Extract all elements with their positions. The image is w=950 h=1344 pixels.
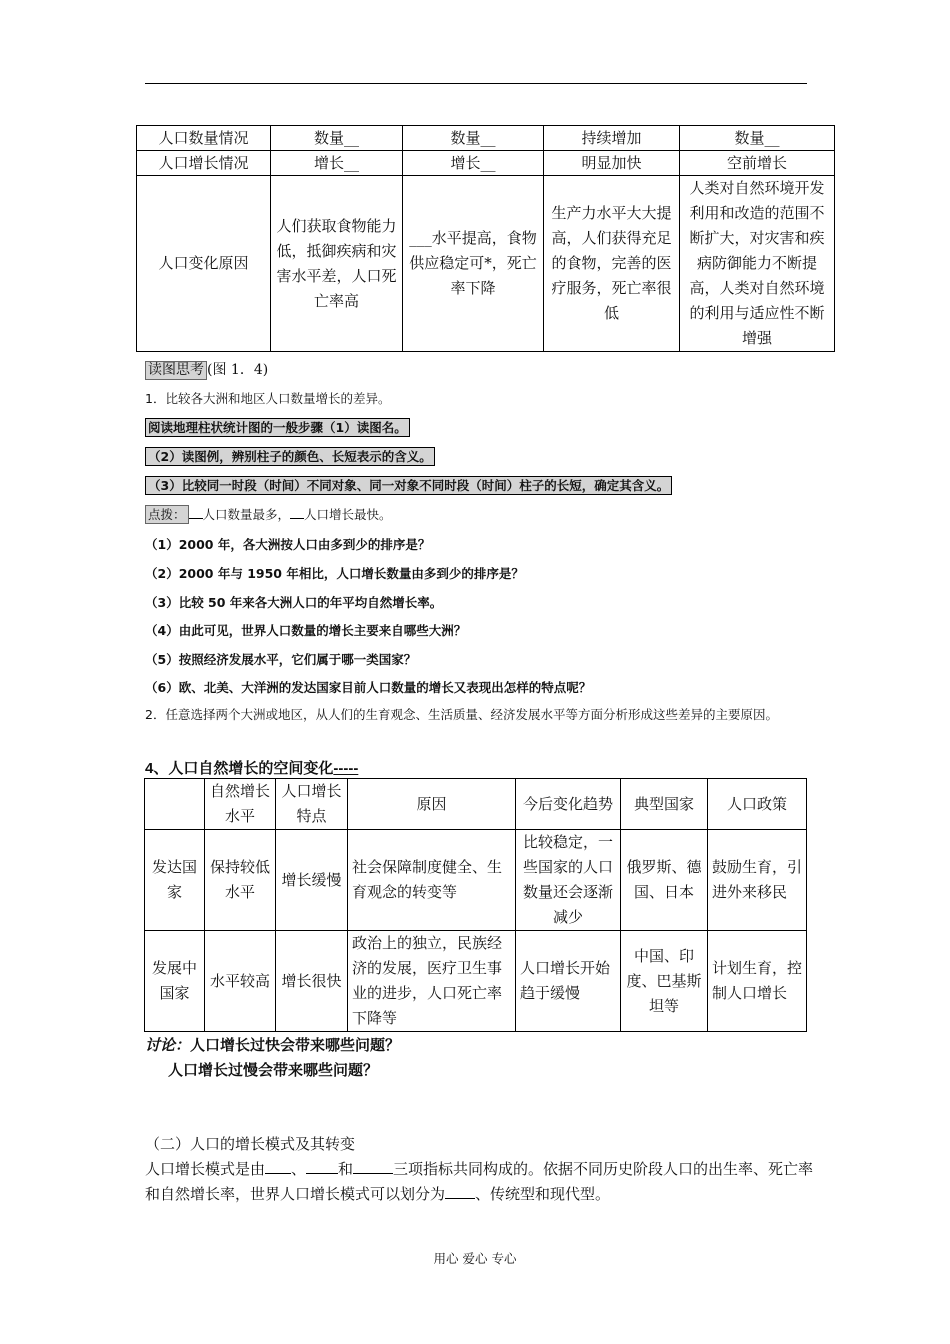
table-cell: 人们获取食物能力低，抵御疾病和灾害水平差，人口死亡率高 [271, 176, 403, 352]
header-rule [145, 83, 807, 84]
table-header: 自然增长水平 [205, 779, 276, 830]
table-row [137, 126, 835, 151]
table-row [145, 931, 807, 1032]
fill-blank [290, 506, 304, 519]
table-cell: 人类对自然环境开发利用和改造的范围不断扩大，对灾害和疾病防御能力不断提高，人类对自然环境的利用与适应性不断增强 [680, 176, 835, 352]
read-think-label: 读图思考 [145, 361, 207, 380]
table-cell: 计划生育，控制人口增长 [708, 931, 807, 1032]
table-cell: 数量__ [680, 126, 835, 151]
tip-line [145, 505, 392, 524]
table-row [137, 176, 835, 352]
step-line [145, 447, 435, 466]
table-cell [403, 176, 544, 352]
table-row [145, 830, 807, 931]
fill-blank: ___ [409, 229, 432, 247]
paragraph-text: 人口增长模式是由 [145, 1160, 266, 1178]
table-header [145, 779, 205, 830]
discussion-label: 讨论： [145, 1037, 191, 1054]
discussion-question-2: 人口增长过慢会带来哪些问题？ [168, 1062, 379, 1079]
table-cell: 政治上的独立，民族经济的发展，医疗卫生事业的进步，人口死亡率下降等 [348, 931, 516, 1032]
page-footer: 用心 爱心 专心 [433, 1251, 517, 1266]
table-cell: 比较稳定，一些国家的人口数量还会逐渐减少 [516, 830, 621, 931]
natural-growth-table [144, 778, 807, 1032]
table-cell: 增长__ [403, 151, 544, 176]
tip-text: 人口增长最快。 [304, 507, 392, 522]
table-cell: 生产力水平大大提高，人们获得充足的食物，完善的医疗服务，死亡率很低 [544, 176, 680, 352]
table-cell: 鼓励生育，引进外来移民 [708, 830, 807, 931]
sub-question: （3）比较 50 年来各大洲人口的年平均自然增长率。 [145, 595, 443, 610]
fill-blank [445, 1186, 475, 1199]
discussion-line [145, 1034, 400, 1055]
fill-blank [306, 1161, 338, 1174]
paragraph-text: 、 [291, 1160, 307, 1178]
table-header-row [145, 779, 807, 830]
sub-question: （1）2000 年，各大洲按人口由多到少的排序是？ [145, 537, 431, 552]
heading-text: 4、人口自然增长的空间变化 [145, 760, 334, 777]
heading-dashes: ----- [333, 760, 359, 777]
sub-question: （6）欧、北美、大洋洲的发达国家目前人口数量的增长又表现出怎样的特点呢？ [145, 680, 592, 695]
table-cell: 俄罗斯、德国、日本 [621, 830, 708, 931]
fill-blank [265, 1161, 291, 1174]
table-header: 人口增长特点 [276, 779, 348, 830]
step-3: （3）比较同一时段（时间）不同对象、同一对象不同时段（时间）柱子的长短，确定其含义。 [145, 476, 672, 495]
fill-blank [353, 1161, 393, 1174]
paragraph-text: 、传统型和现代型。 [475, 1185, 611, 1203]
table-cell: 人口数量情况 [137, 126, 271, 151]
step-1: 阅读地理柱状统计图的一般步骤（1）读图名。 [145, 418, 410, 437]
section-paragraph [145, 1157, 815, 1207]
table-cell: 人口变化原因 [137, 176, 271, 352]
tip-label: 点拨： [145, 505, 189, 524]
table-cell: 人口增长开始趋于缓慢 [516, 931, 621, 1032]
figure-ref: (图 1．4) [207, 362, 269, 378]
table-cell: 数量__ [403, 126, 544, 151]
table-cell: 增长很快 [276, 931, 348, 1032]
step-line [145, 418, 410, 437]
step-2: （2）读图例，辨别柱子的颜色、长短表示的含义。 [145, 447, 435, 466]
sub-question: （5）按照经济发展水平，它们属于哪一类国家？ [145, 652, 417, 667]
sub-question: （2）2000 年与 1950 年相比，人口增长数量由多到少的排序是？ [145, 566, 524, 581]
table-cell: 人口增长情况 [137, 151, 271, 176]
question-1: 1．比较各大洲和地区人口数量增长的差异。 [145, 391, 391, 406]
paragraph-text: 和 [338, 1160, 354, 1178]
question-2: 2．任意选择两个大洲或地区，从人们的生育观念、生活质量、经济发展水平等方面分析形成这些差异的主要原因。 [145, 707, 778, 722]
population-stages-table [136, 125, 835, 352]
table-cell: 水平较高 [205, 931, 276, 1032]
table-cell: 发展中国家 [145, 931, 205, 1032]
table-cell: 明显加快 [544, 151, 680, 176]
table-header: 今后变化趋势 [516, 779, 621, 830]
table-header: 典型国家 [621, 779, 708, 830]
read-think-line [145, 359, 268, 380]
table-cell: 发达国家 [145, 830, 205, 931]
tip-text: 人口数量最多， [202, 507, 291, 522]
table-row [137, 151, 835, 176]
table-cell: 中国、印度、巴基斯坦等 [621, 931, 708, 1032]
table-cell: 增长缓慢 [276, 830, 348, 931]
table-cell: 增长__ [271, 151, 403, 176]
table-cell: 社会保障制度健全、生育观念的转变等 [348, 830, 516, 931]
table-header: 原因 [348, 779, 516, 830]
paragraph-text: 三项指标共同构成的。依据不同历史阶段人口的出生率、死亡率和自然增长率，世界人口增长模式可以划分为 [145, 1160, 814, 1203]
table-cell: 空前增长 [680, 151, 835, 176]
section-heading [145, 757, 358, 778]
table-cell: 保持较低水平 [205, 830, 276, 931]
discussion-question: 人口增长过快会带来哪些问题？ [190, 1037, 401, 1054]
sub-question: （4）由此可见，世界人口数量的增长主要来自哪些大洲？ [145, 623, 467, 638]
fill-blank [189, 506, 203, 519]
table-cell: 数量__ [271, 126, 403, 151]
table-cell: 持续增加 [544, 126, 680, 151]
section-title: （二）人口的增长模式及其转变 [145, 1135, 356, 1153]
table-header: 人口政策 [708, 779, 807, 830]
step-line [145, 476, 672, 495]
cell-text: 水平提高，食物供应稳定可*，死亡率下降 [409, 229, 537, 297]
